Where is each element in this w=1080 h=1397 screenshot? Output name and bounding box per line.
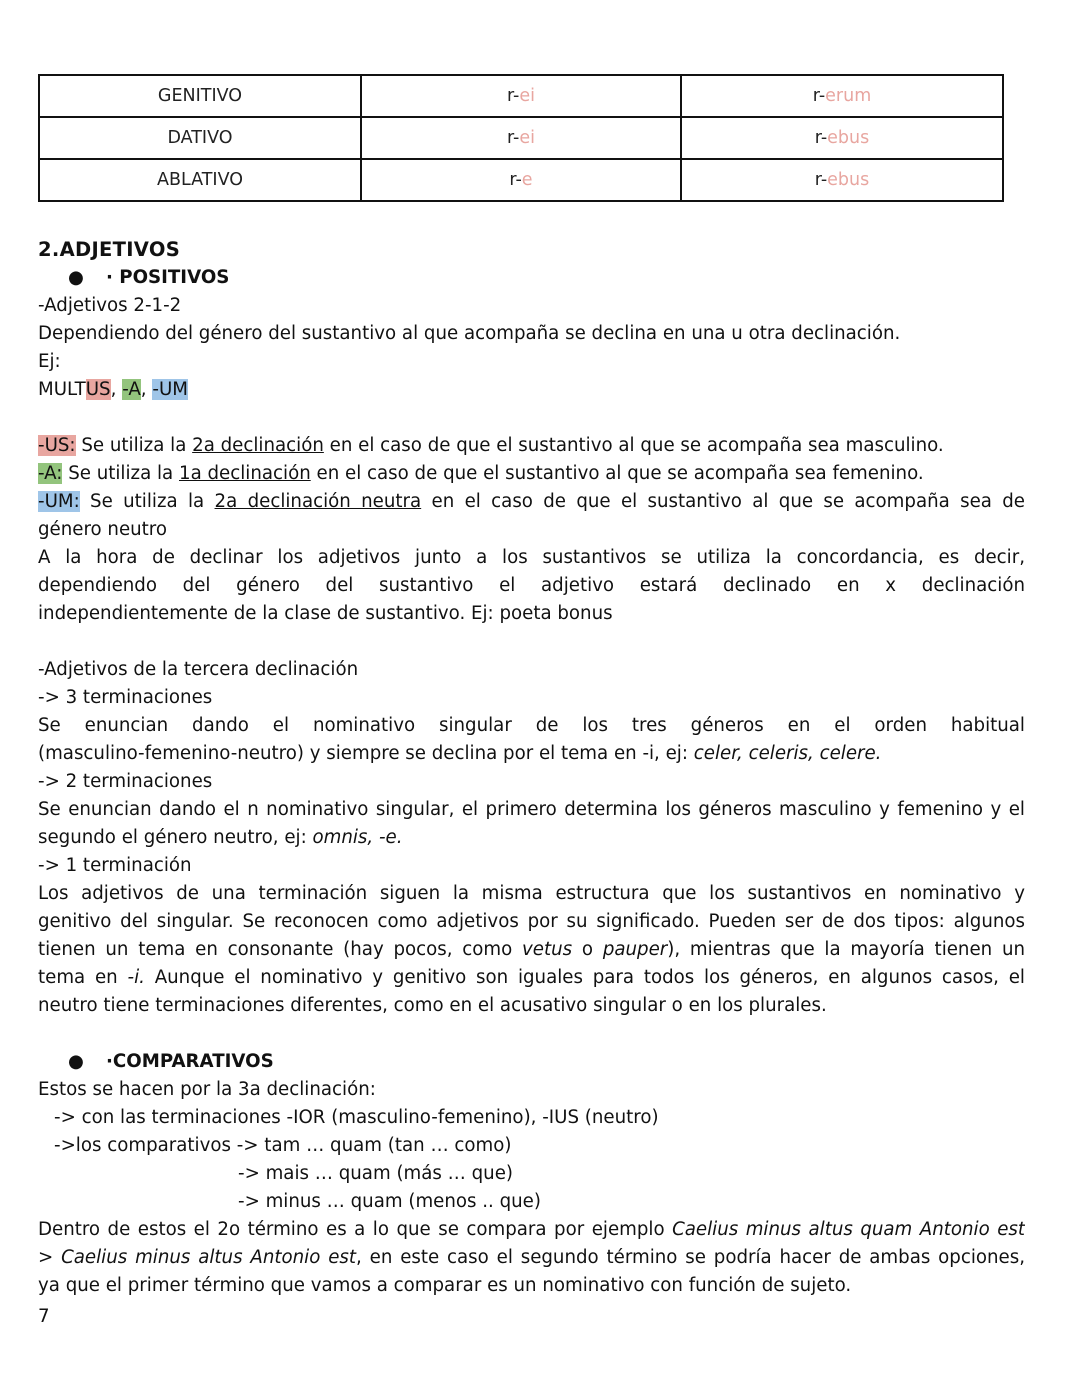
tercera-label: -Adjetivos de la tercera declinación (38, 659, 359, 680)
table-row (39, 159, 1003, 201)
section-heading: 2.ADJETIVOS (38, 238, 181, 261)
plural-cell: r-erum (681, 75, 1003, 117)
una-term-label: -> 1 terminación (38, 855, 192, 876)
singular-cell: r-ei (361, 117, 681, 159)
case-cell: ABLATIVO (39, 159, 361, 201)
bullet-icon: ● (68, 267, 84, 288)
concordancia-line-1: A la hora de declinar los adjetivos junto a los sustantivos se utiliza la concordancia, es decir, (38, 547, 1025, 568)
comp-line-3: -> minus … quam (menos .. que) (238, 1191, 541, 1212)
adj212-label: -Adjetivos 2-1-2 (38, 295, 182, 316)
rule-us: -US: Se utiliza la 2a declinación en el caso de que el sustantivo al que se acompaña sea masculino. (38, 435, 944, 456)
table-row (39, 75, 1003, 117)
case-cell: DATIVO (39, 117, 361, 159)
una-term-desc-2: genitivo del singular. Se reconocen como adjetivos por su significado. Pueden ser de dos tipos: algunos (38, 911, 1025, 932)
final-line-2: > Caelius minus altus Antonio est, en este caso el segundo término se podría hacer de ambas opciones, (38, 1247, 1025, 1268)
singular-cell: r-e (361, 159, 681, 201)
una-term-desc-5: neutro tiene terminaciones diferentes, como en el acusativo singular o en los plurales. (38, 995, 827, 1016)
singular-cell: r-ei (361, 75, 681, 117)
bullet-icon: ● (68, 1051, 84, 1072)
una-term-desc-1: Los adjetivos de una terminación siguen la misma estructura que los sustantivos en nominativo y (38, 883, 1025, 904)
plural-cell: r-ebus (681, 159, 1003, 201)
una-term-desc-4: tema en -i. Aunque el nominativo y genitivo son iguales para todos los géneros, en algunos casos, el (38, 967, 1025, 988)
rule-um: -UM: Se utiliza la 2a declinación neutra en el caso de que el sustantivo al que se acompaña sea de (38, 491, 1025, 512)
tres-term-desc-2: (masculino-femenino-neutro) y siempre se declina por el tema en -i, ej: celer, celeris, celere. (38, 743, 882, 764)
una-term-desc-3: tienen un tema en consonante (hay pocos, como vetus o pauper), mientras que la mayoría tienen un (38, 939, 1025, 960)
dos-term-desc-1: Se enuncian dando el n nominativo singular, el primero determina los géneros masculino y femenino y el (38, 799, 1025, 820)
concordancia-line-3: independientemente de la clase de sustantivo. Ej: poeta bonus (38, 603, 613, 624)
body-text (38, 236, 1025, 1300)
dos-term-label: -> 2 terminaciones (38, 771, 213, 792)
dos-term-desc-2: segundo el género neutro, ej: omnis, -e. (38, 827, 403, 848)
concordancia-line-2: dependiendo del género del sustantivo el adjetivo estará declinado en x declinación (38, 575, 1025, 596)
page-number: 7 (38, 1306, 50, 1327)
comp-line-2: -> mais … quam (más … que) (238, 1163, 513, 1184)
tres-term-label: -> 3 terminaciones (38, 687, 213, 708)
tres-term-desc-1: Se enuncian dando el nominativo singular de los tres géneros en el orden habitual (38, 715, 1025, 736)
comp-intro: Estos se hacen por la 3a declinación: (38, 1079, 376, 1100)
rule-a: -A: Se utiliza la 1a declinación en el caso de que el sustantivo al que se acompaña sea femenino. (38, 463, 924, 484)
example-label: Ej: (38, 351, 61, 372)
plural-cell: r-ebus (681, 117, 1003, 159)
bullet-positivos: ● · POSITIVOS (38, 264, 1025, 292)
adj212-desc: Dependiendo del género del sustantivo al que acompaña se declina en una u otra declinación. (38, 323, 901, 344)
example-multus: MULTUS, -A, -UM (38, 379, 188, 400)
comp-line-1: ->los comparativos -> tam … quam (tan … como) (54, 1135, 512, 1156)
rule-um-cont: género neutro (38, 519, 168, 540)
comp-terminations: -> con las terminaciones -IOR (masculino-femenino), -IUS (neutro) (54, 1107, 659, 1128)
final-line-3: ya que el primer término que vamos a comparar es un nominativo con función de sujeto. (38, 1275, 852, 1296)
table-row (39, 117, 1003, 159)
bullet-comparativos: ● ·COMPARATIVOS (38, 1048, 1025, 1076)
declension-table (38, 74, 1004, 202)
case-cell: GENITIVO (39, 75, 361, 117)
final-line-1: Dentro de estos el 2o término es a lo que se compara por ejemplo Caelius minus altus quam Antonio est (38, 1219, 1025, 1240)
